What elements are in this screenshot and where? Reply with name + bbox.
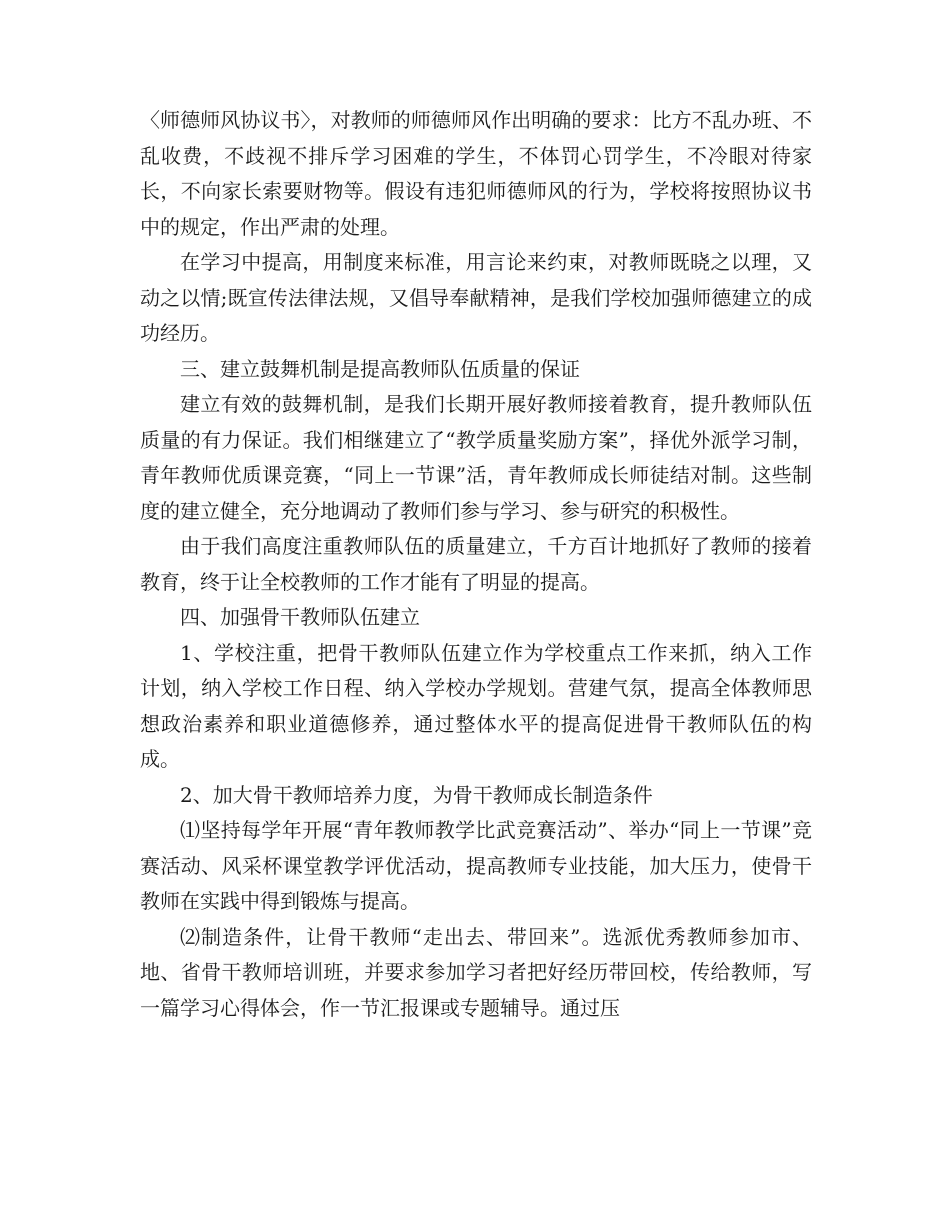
subheading-8: 2、加大骨干教师培养力度，为骨干教师成长制造条件: [180, 782, 653, 807]
paragraph-1: 〈师德师风协议书〉，对教师的师德师风作出明确的要求：比方不乱办班、不乱收费，不歧视不排斥学习困难的学生，不体罚心罚学生，不冷眼对待家长，不向家长索要财物等。假设有违犯师德师风的行为，学校将按照协议书中的规定，作出严肃的处理。: [140, 108, 812, 239]
paragraph-9: ⑴坚持每学年开展“青年教师教学比武竞赛活动”、举办“同上一节课”竞赛活动、风采杯课堂教学评优活动，提高教师专业技能，加大压力，使骨干教师在实践中得到锻炼与提高。: [140, 818, 812, 913]
paragraph-5: 由于我们高度注重教师队伍的质量建立，千方百计地抓好了教师的接着教育，终于让全校教师的工作才能有了明显的提高。: [140, 534, 812, 594]
paragraph-10: ⑵制造条件，让骨干教师“走出去、带回来”。选派优秀教师参加市、地、省骨干教师培训班，并要求参加学习者把好经历带回校，传给教师，写一篇学习心得体会，作一节汇报课或专题辅导。通过压: [140, 924, 812, 1020]
document-page: [140, 103, 812, 1026]
paragraph-7: 1、学校注重，把骨干教师队伍建立作为学校重点工作来抓，纳入工作计划，纳入学校工作日程、纳入学校办学规划。营建气氛，提高全体教师思想政治素养和职业道德修养，通过整体水平的提高促进骨干教师队伍的构成。: [140, 640, 812, 771]
section-heading-4: 四、加强骨干教师队伍建立: [180, 605, 420, 629]
paragraph-4: 建立有效的鼓舞机制，是我们长期开展好教师接着教育，提升教师队伍质量的有力保证。我们相继建立了“教学质量奖励方案”，择优外派学习制，青年教师优质课竞赛，“同上一节课”活，青年教师成长师徒结对制。这些制度的建立健全，充分地调动了教师们参与学习、参与研究的积极性。: [140, 392, 812, 523]
section-heading-3: 三、建立鼓舞机制是提高教师队伍质量的保证: [180, 356, 580, 381]
paragraph-2: 在学习中提高，用制度来标准，用言论来约束，对教师既晓之以理，又动之以情;既宣传法律法规，又倡导奉献精神，是我们学校加强师德建立的成功经历。: [140, 250, 812, 345]
